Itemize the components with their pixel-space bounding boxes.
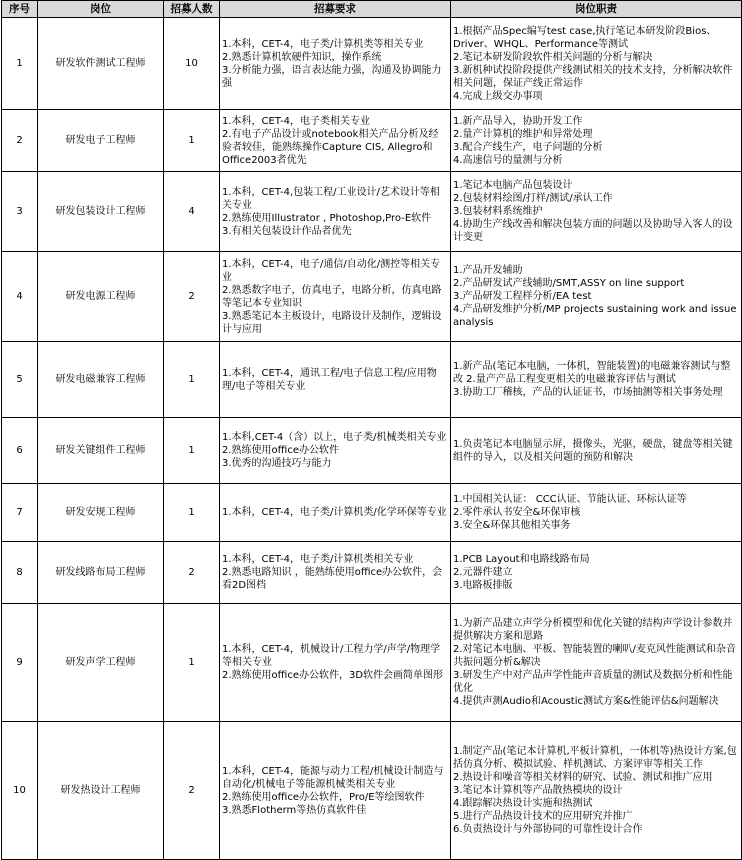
position-name: 研发包装设计工程师: [38, 172, 164, 252]
row-number: 5: [2, 342, 38, 418]
duty-line: 1.中国相关认证： CCC认证、节能认证、环标认证等: [453, 494, 687, 505]
headcount: 1: [164, 418, 220, 484]
table-row: [2, 172, 742, 252]
duties-cell: [451, 172, 742, 252]
position-name: 研发安规工程师: [38, 484, 164, 542]
requirement-line: 1.本科，CET-4，电子类/计算机类相关专业: [222, 554, 414, 565]
duty-line: 2.热设计和噪音等相关材料的研究、试验、测试和推广应用: [453, 772, 713, 783]
header-requirements: 招募要求: [220, 1, 451, 18]
requirements-cell: [220, 484, 451, 542]
table-row: [2, 18, 742, 110]
duty-line: 3.研发生产中对产品声学性能声音质量的测试及数据分析和性能优化: [453, 670, 733, 694]
position-name: 研发软件测试工程师: [38, 18, 164, 110]
table-row: [2, 110, 742, 172]
requirement-line: 2.熟练使用office办公软件，Pro/E等绘图软件: [222, 791, 425, 803]
duties-cell: [451, 604, 742, 722]
requirements-cell: [220, 252, 451, 342]
row-number: 4: [2, 252, 38, 342]
duty-line: 3.新机种试投阶段提供产线测试相关的技术支持，分析解决软件相关问题，保证产线正常运作: [453, 64, 733, 89]
requirement-line: 3.优秀的沟通技巧与能力: [222, 458, 332, 469]
duty-line: 2.零件承认书安全&环保审核: [453, 507, 581, 518]
duties-cell: [451, 18, 742, 110]
duty-line: 2.对笔记本电脑、平板、智能装置的喇叭/麦克风性能测试和杂音共振问题分析&解决: [453, 644, 736, 668]
duties-cell: [451, 252, 742, 342]
headcount: 1: [164, 342, 220, 418]
duty-line: 3.安全&环保其他相关事务: [453, 520, 571, 531]
duty-line: 1.新产品导入，协助开发工作: [453, 115, 583, 127]
requirements-cell: [220, 542, 451, 604]
row-number: 9: [2, 604, 38, 722]
requirement-line: 1.本科，CET-4，电子/通信/自动化/测控等相关专业: [222, 258, 441, 283]
duty-line: 1.笔记本电脑产品包装设计: [453, 180, 573, 191]
requirements-cell: [220, 342, 451, 418]
position-name: 研发热设计工程师: [38, 722, 164, 860]
duty-line: 1.制定产品(笔记本计算机,平板计算机，一体机等)热设计方案,包括仿真分析、模拟试验、样机测试、方案评审等相关工作: [453, 746, 737, 770]
requirement-line: 2.熟练使用Illustrator , Photoshop,Pro-E软件: [222, 212, 432, 224]
requirement-line: 2.有电子产品设计或notebook相关产品分析及经验者较佳，能熟练操作Capture CIS, Allegro和Office2003者优先: [222, 128, 439, 166]
header-count: 招募人数: [164, 1, 220, 18]
header-no: 序号: [2, 1, 38, 18]
duty-line: 1.PCB Layout和电路线路布局: [453, 554, 590, 565]
duty-line: 4.提供声测Audio和Acoustic测试方案&性能评估&问题解决: [453, 696, 719, 707]
row-number: 3: [2, 172, 38, 252]
requirement-line: 2.熟悉电路知识 ，能熟练使用office办公软件，会看2D图档: [222, 567, 443, 591]
requirement-line: 3.分析能力强，语言表达能力强，沟通及协调能力强: [222, 64, 442, 89]
requirement-line: 1.本科，CET-4，通讯工程/电子信息工程/应用物理/电子等相关专业: [222, 367, 437, 392]
requirement-line: 1.本科，CET-4,包装工程/工业设计/艺术设计等相关专业: [222, 186, 440, 211]
table-row: [2, 604, 742, 722]
requirements-cell: [220, 418, 451, 484]
requirement-line: 2.熟练使用office办公软件，3D软件会画简单图形: [222, 670, 444, 681]
duty-line: 3.电路板排版: [453, 580, 513, 591]
duty-line: 1.负责笔记本电脑显示屏，摄像头，光驱，硬盘，键盘等相关键组件的导入，以及相关问题的预防和解决: [453, 438, 733, 463]
table-row: [2, 252, 742, 342]
duty-line: 2.元器件建立: [453, 567, 513, 578]
table-row: [2, 542, 742, 604]
table-row: [2, 342, 742, 418]
row-number: 1: [2, 18, 38, 110]
duty-line: 2.包装材料绘图/打样/测试/承认工作: [453, 193, 613, 204]
requirement-line: 1.本科，CET-4，能源与动力工程/机械设计制造与自动化/机械电子等能源机械类相关专业: [222, 765, 444, 790]
duty-line: 5.进行产品热设计技术的应用研究并推广: [453, 811, 633, 822]
requirement-line: 1.本科，CET-4，机械设计/工程力学/声学/物理学等相关专业: [222, 644, 441, 668]
row-number: 7: [2, 484, 38, 542]
duty-line: 1.根据产品Spec编写test case,执行笔记本研发阶段Bios、Driver、WHQL、Performance等测试: [453, 25, 717, 50]
requirement-line: 2.熟练使用office办公软件: [222, 445, 339, 456]
duties-cell: [451, 484, 742, 542]
duty-line: 4.跟踪解决热设计实施和热测试: [453, 798, 593, 809]
requirement-line: 3.有相关包装设计作品者优先: [222, 225, 352, 237]
requirement-line: 2.熟悉计算机软硬件知识，操作系统: [222, 51, 382, 63]
duty-line: 3.配合产线生产，电子问题的分析: [453, 141, 603, 153]
requirement-line: 1.本科，CET-4，电子类/计算机类等相关专业: [222, 38, 424, 50]
duty-line: 6.负责热设计与外部协同的可靠性设计合作: [453, 824, 643, 835]
table-row: [2, 722, 742, 860]
position-name: 研发电子工程师: [38, 110, 164, 172]
header-position: 岗位: [38, 1, 164, 18]
duties-cell: [451, 342, 742, 418]
duty-line: 3.协助工厂稽核，产品的认证证书，市场抽测等相关事务处理: [453, 387, 723, 398]
duties-cell: [451, 542, 742, 604]
duty-line: 2.产品研发试产线辅助/SMT,ASSY on line support: [453, 278, 685, 289]
duty-line: 3.笔记本计算机等产品散热模块的设计: [453, 785, 623, 796]
header-row: [2, 1, 742, 18]
duty-line: 4.产品研发维护分析/MP projects sustaining work and issue analysis: [453, 304, 737, 328]
requirement-line: 3.熟悉Flotherm等热仿真软件佳: [222, 804, 367, 816]
duties-cell: [451, 110, 742, 172]
headcount: 1: [164, 484, 220, 542]
recruitment-table: [1, 0, 742, 860]
headcount: 1: [164, 110, 220, 172]
duty-line: 4.高速信号的量测与分析: [453, 154, 563, 166]
duty-line: 1.新产品(笔记本电脑，一体机，智能装置)的电磁兼容测试与整改 2.量产产品工程变更相关的电磁兼容评估与测试: [453, 361, 731, 385]
duties-cell: [451, 418, 742, 484]
position-name: 研发电磁兼容工程师: [38, 342, 164, 418]
headcount: 2: [164, 252, 220, 342]
row-number: 6: [2, 418, 38, 484]
headcount: 2: [164, 542, 220, 604]
requirement-line: 1.本科,CET-4（含）以上，电子类/机械类相关专业: [222, 432, 447, 443]
requirement-line: 1.本科，CET-4，电子类/计算机类/化学环保等专业: [222, 507, 447, 518]
requirement-line: 3.熟悉笔记本主板设计，电路设计及制作，逻辑设计与应用: [222, 310, 442, 335]
duty-line: 3.产品研发工程样分析/EA test: [453, 291, 592, 302]
requirements-cell: [220, 18, 451, 110]
table-row: [2, 418, 742, 484]
duties-cell: [451, 722, 742, 860]
position-name: 研发声学工程师: [38, 604, 164, 722]
position-name: 研发电源工程师: [38, 252, 164, 342]
duty-line: 4.协助生产线改善和解决包装方面的问题以及协助导入客人的设计变更: [453, 219, 733, 243]
duty-line: 4.完成上级交办事项: [453, 90, 543, 102]
duty-line: 2.量产计算机的维护和异常处理: [453, 128, 593, 140]
headcount: 10: [164, 18, 220, 110]
duty-line: 2.笔记本研发阶段软件相关问题的分析与解决: [453, 51, 653, 63]
requirements-cell: [220, 722, 451, 860]
row-number: 10: [2, 722, 38, 860]
duty-line: 3.包装材料系统维护: [453, 206, 543, 217]
headcount: 2: [164, 722, 220, 860]
table-row: [2, 484, 742, 542]
requirements-cell: [220, 604, 451, 722]
position-name: 研发关键组件工程师: [38, 418, 164, 484]
row-number: 2: [2, 110, 38, 172]
requirement-line: 1.本科，CET-4，电子类相关专业: [222, 115, 371, 127]
headcount: 1: [164, 604, 220, 722]
header-duties: 岗位职责: [451, 1, 742, 18]
duty-line: 1.为新产品建立声学分析模型和优化关键的结构声学设计参数并提供解决方案和思路: [453, 618, 733, 642]
requirements-cell: [220, 172, 451, 252]
headcount: 4: [164, 172, 220, 252]
row-number: 8: [2, 542, 38, 604]
requirement-line: 2.熟悉数字电子，仿真电子，电路分析，仿真电路等笔记本专业知识: [222, 284, 442, 309]
duty-line: 1.产品开发辅助: [453, 265, 523, 276]
requirements-cell: [220, 110, 451, 172]
position-name: 研发线路布局工程师: [38, 542, 164, 604]
